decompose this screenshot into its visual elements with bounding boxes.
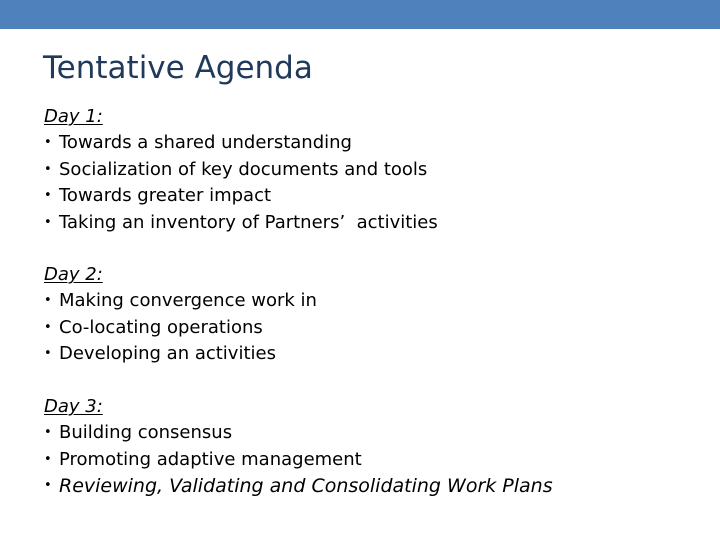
- bullet-icon: •: [44, 451, 52, 467]
- day-3-list: [44, 420, 704, 500]
- bullet-icon: •: [44, 346, 52, 361]
- day-2-list: [44, 288, 704, 368]
- list-item: • Developing an activities: [44, 341, 704, 368]
- bullet-icon: •: [44, 161, 52, 177]
- slide-top-bar: [0, 0, 720, 29]
- day-1-list: [44, 130, 704, 236]
- day-2-heading: Day 2:: [44, 264, 103, 285]
- list-item: • Towards a shared understanding: [44, 130, 704, 157]
- day-1-section: [44, 104, 704, 236]
- bullet-icon: •: [44, 293, 52, 308]
- list-item: • Co-locating operations: [44, 315, 704, 342]
- list-item: • Taking an inventory of Partners’ activities: [44, 210, 704, 237]
- list-item: • Making convergence work in: [44, 288, 704, 315]
- list-item: • Socialization of key documents and tools: [44, 157, 704, 184]
- bullet-icon: •: [44, 135, 52, 150]
- day-1-heading: Day 1:: [44, 106, 103, 127]
- bullet-icon: •: [44, 188, 52, 203]
- list-item: • Towards greater impact: [44, 183, 704, 210]
- bullet-icon: •: [44, 214, 52, 230]
- bullet-icon: •: [44, 478, 52, 493]
- day-3-heading: Day 3:: [44, 396, 103, 417]
- bullet-icon: •: [44, 319, 52, 335]
- list-item: • Promoting adaptive management: [44, 447, 704, 474]
- list-item: • Building consensus: [44, 420, 704, 447]
- slide-title: Tentative Agenda: [43, 50, 313, 86]
- day-3-section: [44, 394, 704, 500]
- list-item: • Reviewing, Validating and Consolidating Work Plans: [44, 473, 704, 500]
- day-2-section: [44, 262, 704, 368]
- bullet-icon: •: [44, 425, 52, 440]
